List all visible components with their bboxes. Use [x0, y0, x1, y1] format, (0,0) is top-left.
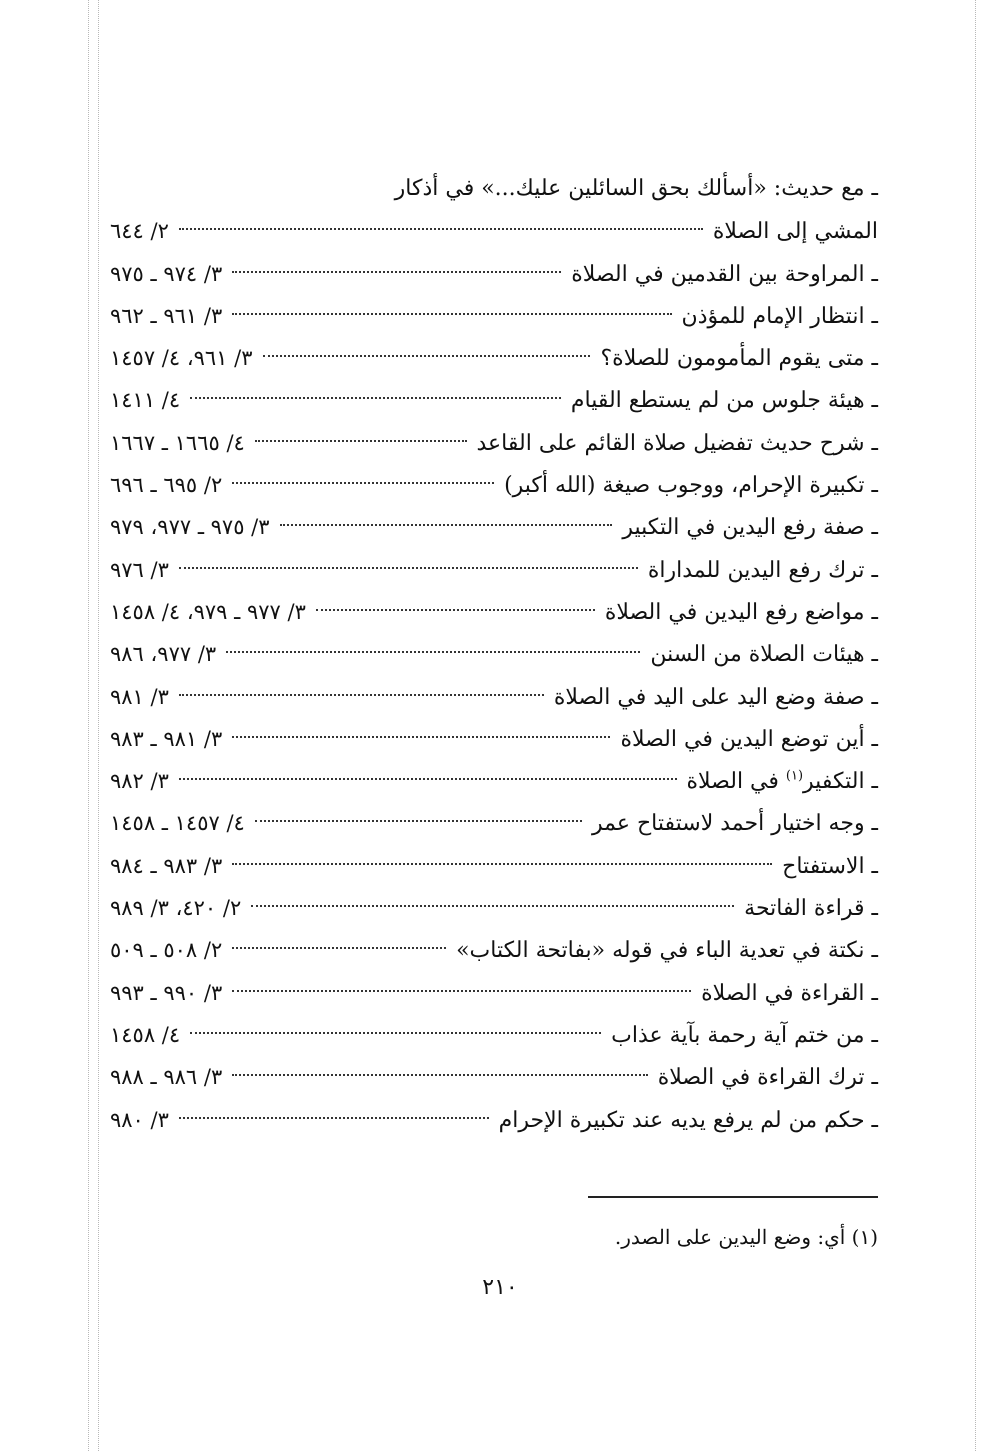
index-entry	[110, 887, 878, 929]
leader-dots	[232, 736, 610, 738]
entry-title: ـ ترك رفع اليدين للمداراة	[647, 557, 878, 583]
entry-reference: ٣/ ٩٨٠	[110, 1107, 169, 1132]
index-entry	[110, 845, 878, 887]
entry-title: ـ نكتة في تعدية الباء في قوله «بفاتحة الكتاب»	[456, 938, 878, 964]
index-entry	[110, 295, 878, 337]
leader-dots	[232, 313, 671, 315]
leader-dots	[263, 355, 591, 357]
leader-dots	[255, 440, 467, 442]
entry-reference: ٣/ ٩٨٣ ـ ٩٨٤	[110, 853, 223, 878]
entry-title	[687, 761, 878, 803]
leader-dots	[232, 947, 446, 949]
page-number: ٢١٠	[482, 1275, 518, 1300]
index-entry	[110, 549, 878, 591]
leader-dots	[316, 609, 595, 611]
leader-dots	[179, 228, 703, 230]
entry-title: ـ حكم من لم يرفع يديه عند تكبيرة الإحرام	[498, 1107, 878, 1133]
leader-dots	[190, 397, 561, 399]
entry-title: ـ متى يقوم المأمومون للصلاة؟	[600, 346, 878, 372]
leader-dots	[226, 651, 640, 653]
index-entry	[110, 506, 878, 548]
entry-reference: ٢/ ٦٤٤	[110, 219, 169, 244]
index-entry	[110, 591, 878, 633]
entry-reference: ٤/ ١٤٥٧ ـ ١٤٥٨	[110, 811, 245, 836]
index-entry	[110, 379, 878, 421]
entry-reference: ٣/ ٩٧٧ ـ ٩٧٩، ٤/ ١٤٥٨	[110, 599, 306, 624]
index-entry	[110, 253, 878, 295]
index-entry	[110, 1014, 878, 1056]
index-entry	[110, 337, 878, 379]
entry-title: ـ هيئة جلوس من لم يستطع القيام	[570, 388, 878, 414]
entry-reference: ٣/ ٩٧٥ ـ ٩٧٧، ٩٧٩	[110, 515, 270, 540]
entry-title-end: في الصلاة	[686, 769, 786, 795]
entry-reference: ٤/ ١٤١١	[110, 388, 181, 413]
entry-reference: ٣/ ٩٧٤ ـ ٩٧٥	[110, 261, 223, 286]
index-entry	[110, 210, 878, 252]
entry-reference: ٣/ ٩٨٢	[110, 769, 169, 794]
index-entry	[110, 760, 878, 802]
leader-dots	[232, 863, 772, 865]
leader-dots	[255, 820, 582, 822]
entry-title: ـ شرح حديث تفضيل صلاة القائم على القاعد	[476, 430, 878, 456]
index-entry	[110, 1099, 878, 1141]
entry-title: ـ قراءة الفاتحة	[744, 896, 878, 922]
index-entry	[110, 972, 878, 1014]
index-entry	[110, 464, 878, 506]
entry-reference: ٢/ ٥٠٨ ـ ٥٠٩	[110, 938, 223, 963]
scan-margin-line	[88, 0, 89, 1451]
leader-dots	[232, 1074, 647, 1076]
entry-reference: ٣/ ٩٨٦ ـ ٩٨٨	[110, 1065, 223, 1090]
footnote-separator	[588, 1196, 878, 1198]
entry-title: ـ الاستفتاح	[782, 853, 878, 879]
entry-title: ـ من ختم آية رحمة بآية عذاب	[611, 1022, 878, 1048]
leader-dots	[232, 482, 494, 484]
index-entry	[110, 676, 878, 718]
index-entry	[110, 168, 878, 210]
leader-dots	[232, 271, 561, 273]
entry-reference: ٣/ ٩٦١ ـ ٩٦٢	[110, 303, 223, 328]
entry-title: ـ مواضع رفع اليدين في الصلاة	[604, 599, 878, 625]
leader-dots	[179, 567, 638, 569]
index-entry	[110, 802, 878, 844]
entry-title: ـ صفة رفع اليدين في التكبير	[622, 515, 878, 541]
leader-dots	[179, 778, 677, 780]
entry-reference: ٣/ ٩٧٦	[110, 557, 169, 582]
entry-reference: ٣/ ٩٦١، ٤/ ١٤٥٧	[110, 346, 253, 371]
entry-title-start: ـ التكفير	[803, 769, 878, 795]
footnote-marker: (١)	[785, 768, 804, 784]
entry-title: ـ تكبيرة الإحرام، ووجوب صيغة (الله أكبر)	[504, 473, 878, 499]
leader-dots	[232, 990, 691, 992]
entry-reference: ٣/ ٩٨١ ـ ٩٨٣	[110, 726, 223, 751]
entry-reference: ٣/ ٩٩٠ ـ ٩٩٣	[110, 980, 223, 1005]
leader-dots	[280, 524, 613, 526]
scan-margin-line	[98, 0, 99, 1451]
entry-title: المشي إلى الصلاة	[712, 219, 878, 245]
entry-title: ـ القراءة في الصلاة	[701, 980, 878, 1006]
entry-reference: ٤/ ١٤٥٨	[110, 1022, 181, 1047]
entry-title: ـ ترك القراءة في الصلاة	[657, 1065, 878, 1091]
entry-reference: ٣/ ٩٨١	[110, 684, 169, 709]
leader-dots	[179, 694, 544, 696]
entry-title: ـ مع حديث: «أسألك بحق السائلين عليك...» في أذكار	[394, 176, 878, 201]
entry-reference: ٤/ ١٦٦٥ ـ ١٦٦٧	[110, 430, 245, 455]
index-entry	[110, 718, 878, 760]
entry-title: ـ هيئات الصلاة من السنن	[650, 642, 878, 668]
index-list	[110, 168, 878, 1141]
leader-dots	[190, 1032, 601, 1034]
entry-reference: ٢/ ٤٢٠، ٣/ ٩٨٩	[110, 896, 242, 921]
index-entry	[110, 1056, 878, 1098]
scan-margin-line	[975, 0, 976, 1451]
entry-reference: ٣/ ٩٧٧، ٩٨٦	[110, 642, 217, 667]
entry-title: ـ انتظار الإمام للمؤذن	[681, 303, 878, 329]
leader-dots	[251, 905, 734, 907]
entry-title: ـ المراوحة بين القدمين في الصلاة	[571, 261, 878, 287]
footnote: (١) أي: وضع اليدين على الصدر.	[614, 1225, 878, 1249]
entry-reference: ٢/ ٦٩٥ ـ ٦٩٦	[110, 473, 223, 498]
entry-title: ـ صفة وضع اليد على اليد في الصلاة	[553, 684, 878, 710]
index-entry	[110, 422, 878, 464]
index-entry	[110, 633, 878, 675]
leader-dots	[179, 1117, 489, 1119]
index-entry	[110, 929, 878, 971]
entry-title: ـ وجه اختيار أحمد لاستفتاح عمر	[592, 811, 878, 837]
entry-title: ـ أين توضع اليدين في الصلاة	[620, 726, 878, 752]
